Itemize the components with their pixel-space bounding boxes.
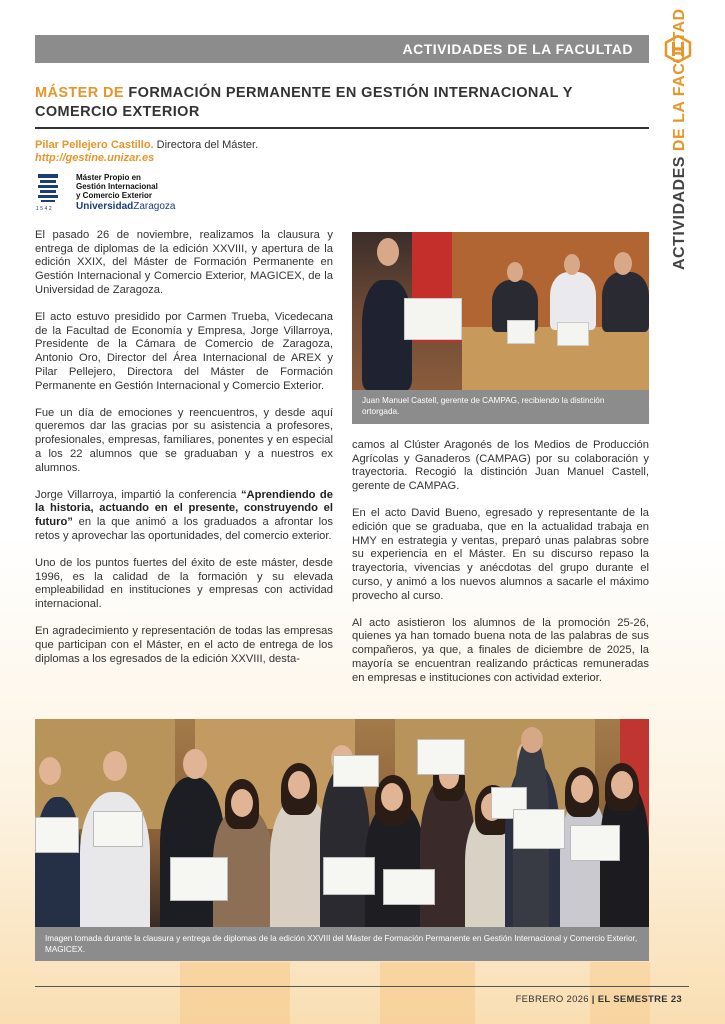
footer-date: FEBRERO 2026: [515, 994, 589, 1005]
title-rest: FORMACIÓN PERMANENTE EN GESTIÓN INTERNACIONAL Y COMERCIO EXTERIOR: [35, 85, 573, 120]
section-header-bar: [35, 35, 649, 63]
group-photo-caption: Imagen tomada durante la clausura y entrega de diplomas de la edición XXVIII del Máster de Formación Permanente en Gestión Internacional y Comercio Exterior, MAGICEX.: [35, 927, 649, 961]
paragraph: En el acto David Bueno, egresado y representante de la edición que se graduaba, que en la actualidad trabaja en HMY en estrategia y ventas, preparó unas palabras sobre su experiencia en el Máster. En su discurso repaso la trayectoria, vivencias y anécdotas del grupo durante el curso, y animó a los nuevos alumnos a sacarle el máximo provecho al curso.: [352, 507, 649, 602]
magazine-name: EL SEMESTRE: [597, 994, 668, 1005]
title-accent: MÁSTER DE: [35, 85, 124, 101]
paragraph-conference: Jorge Villarroya, impartió la conferencia “Aprendiendo de la historia, actuando en el presente, construyendo el futuro” en la que animó a los graduados a afrontar los retos y aprovechar las oportunidades, del comercio exterior.: [35, 488, 333, 542]
crest-year: 1542: [36, 206, 54, 212]
paragraph: Al acto asistieron los alumnos de la promoción 25-26, quienes ya han tomado buena nota de las palabras de sus compañeros, ya que, a finales de diciembre de 2025, la mayoría se encuentran realizando prácticas remuneradas en empresas e instituciones con actividad exterior.: [352, 616, 649, 684]
footer-decoration: [590, 962, 650, 1024]
graduation-group-photo: [35, 719, 649, 927]
paragraph: El pasado 26 de noviembre, realizamos la clausura y entrega de diplomas de la edición XXVIII, y apertura de la edición XXIX, del Máster de Formación Permanente en Gestión Internacional y Comercio Exterior, MAGICEX, de la Universidad de Zaragoza.: [35, 229, 333, 296]
side-section-title: ACTIVIDADES DE LA FACULTAD: [671, 8, 688, 270]
paragraph-continuation: camos al Clúster Aragonés de los Medios de Producción Agrícolas y Ganaderos (CAMPAG) por su colaboración y trayectoria. Recogió la distinción Juan Manuel Castell, gerente de CAMPAG.: [352, 439, 649, 493]
footer-decoration: [380, 962, 475, 1024]
paragraph: Uno de los puntos fuertes del éxito de este máster, desde 1996, es la calidad de la formación y su elevada empleabilidad en instituciones y empresas con actividad internacional.: [35, 557, 333, 611]
author-name: Pilar Pellejero Castillo.: [35, 139, 154, 151]
paragraph-continued: En agradecimiento y representación de todas las empresas que participan con el Máster, en el acto de entrega de los diplomas a los egresados de la edición XXVIII, desta-: [35, 625, 333, 665]
author-line: [35, 138, 258, 152]
paragraph: El acto estuvo presidido por Carmen Trueba, Vicedecana de la Facultad de Economía y Empresa, Jorge Villarroya, Presidente de la Cámara de Comercio de Zaragoza, Antonio Oro, Director del Área Internacional de AREX y Pilar Pellejero, Directora del Máster de Formación Permanente en Gestión Internacional y Comercio Exterior.: [35, 311, 333, 392]
article-column-left: [35, 229, 333, 680]
paragraph: Fue un día de emociones y reencuentros, y desde aquí queremos dar las gracias por su asistencia a profesores, profesionales, empresas, familiares, ponentes y en especial a los 22 alumnos que se graduaban y a nuestros ex alumnos.: [35, 406, 333, 474]
university-name: UniversidadZaragoza: [76, 201, 176, 212]
section-label: ACTIVIDADES DE LA FACULTAD: [402, 41, 633, 57]
master-url-link[interactable]: http://gestine.unizar.es: [35, 152, 155, 164]
page-footer: FEBRERO 2026 | EL SEMESTRE 23: [515, 994, 682, 1005]
article-column-right: [352, 439, 649, 699]
article-title: [35, 84, 649, 122]
conference-title: “Aprendiendo de la historia, actuando en el presente, construyendo el futuro”: [35, 488, 333, 529]
award-photo-caption: Juan Manuel Castell, gerente de CAMPAG, recibiendo la distinción ortorgada.: [352, 390, 649, 424]
title-divider: [35, 127, 649, 129]
page-number: 23: [670, 994, 682, 1005]
footer-divider: [35, 986, 689, 987]
master-logo-text: Máster Propio en Gestión Internacional y Comercio Exterior: [76, 173, 158, 200]
footer-decoration: [180, 962, 290, 1024]
award-photo: [352, 232, 649, 390]
author-role: Directora del Máster.: [156, 139, 259, 151]
